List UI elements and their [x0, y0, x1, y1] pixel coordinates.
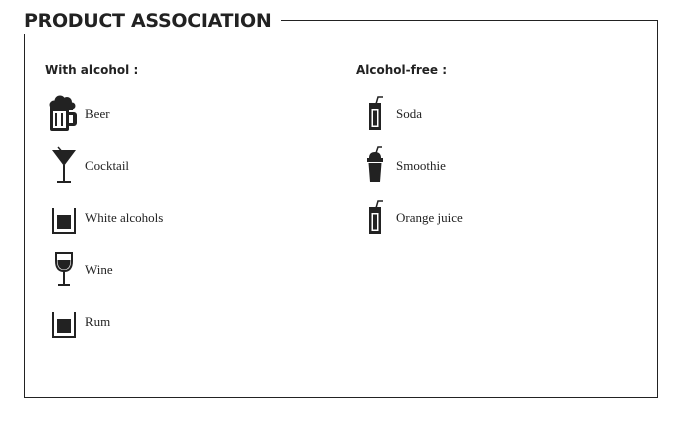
list-item-smoothie [356, 144, 606, 188]
wine-glass-icon [47, 248, 83, 292]
smoothie-cup-icon [358, 144, 394, 188]
tumbler-glass-icon [47, 196, 83, 240]
alcohol-free-column [356, 62, 463, 225]
list-item-rum [45, 300, 295, 344]
with-alcohol-heading: With alcohol : [45, 63, 139, 77]
item-label: Wine [85, 262, 113, 277]
list-item-soda [356, 92, 606, 136]
cocktail-glass-icon [47, 144, 83, 188]
item-label: Rum [85, 314, 111, 329]
section-title: PRODUCT ASSOCIATION [18, 8, 281, 34]
list-item-wine [45, 248, 295, 292]
list-item-beer [45, 92, 295, 136]
alcohol-free-heading: Alcohol-free : [356, 63, 448, 77]
item-label: Orange juice [396, 210, 463, 225]
beer-mug-icon [47, 92, 83, 136]
item-label: Beer [85, 106, 110, 121]
straw-glass-icon [358, 92, 394, 136]
tumbler-glass-icon [47, 300, 83, 344]
list-item-white-alcohols [45, 196, 295, 240]
item-label: White alcohols [85, 210, 164, 225]
with-alcohol-column [45, 62, 164, 329]
item-label: Soda [396, 106, 422, 121]
straw-glass-icon [358, 196, 394, 240]
item-label: Smoothie [396, 158, 446, 173]
list-item-orange-juice [356, 196, 606, 240]
list-item-cocktail [45, 144, 295, 188]
item-label: Cocktail [85, 158, 130, 173]
